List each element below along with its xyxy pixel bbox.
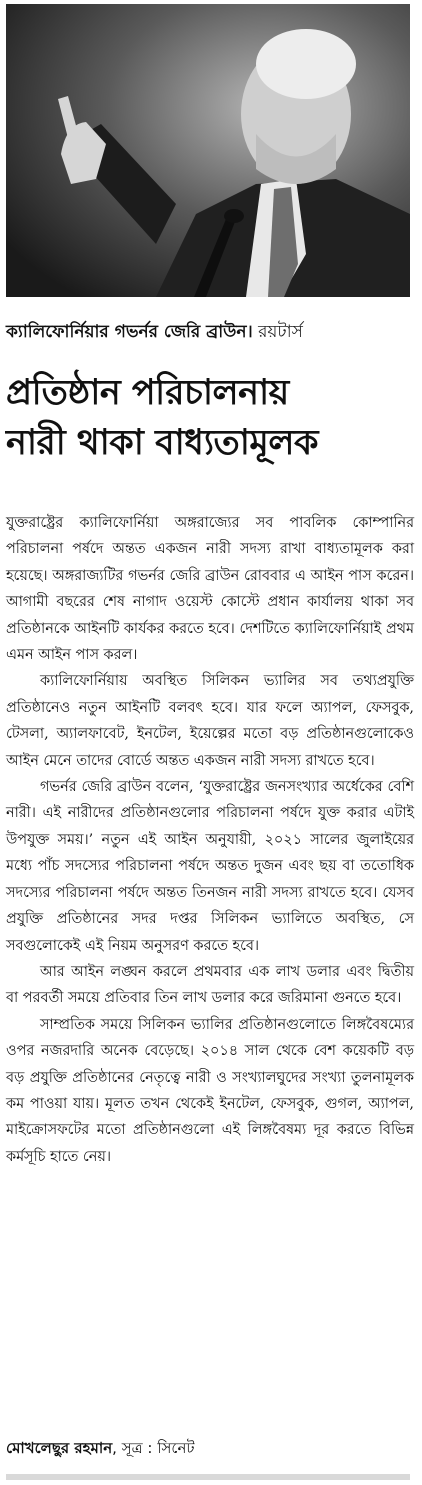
article-body xyxy=(6,510,414,1170)
article-photo xyxy=(6,4,410,297)
photo-caption xyxy=(6,320,416,344)
headline xyxy=(6,368,418,468)
byline-author: মোখলেছুর রহমান xyxy=(6,1439,113,1457)
caption-subject: ক্যালিফোর্নিয়ার গভর্নর জেরি ব্রাউন। xyxy=(6,322,253,342)
headline-line-2: নারী থাকা বাধ্যতামূলক xyxy=(6,423,318,463)
headline-line-1: প্রতিষ্ঠান পরিচালনায় xyxy=(6,373,289,413)
governor-photo xyxy=(6,4,410,297)
caption-credit: রয়টার্স xyxy=(258,322,303,342)
byline-source: , সূত্র : সিনেট xyxy=(112,1439,195,1457)
bottom-divider xyxy=(6,1474,410,1480)
paragraph-3: গভর্নর জেরি ব্রাউন বলেন, ‘যুক্তরাষ্ট্রের জনসংখ্যার অর্ধেকের বেশি নারী। এই নারীদের প্রতিষ্ঠানগুলোর পরিচালনা পর্ষদে যুক্ত করার এটাই উপযুক্ত সময়।’ নতুন এই আইন অনুযায়ী, ২০২১ সালের জুলাইয়ের মধ্যে পাঁচ সদস্যের পরিচালনা পর্ষদে অন্তত দুজন এবং ছয় বা ততোধিক সদস্যের পরিচালনা পর্ষদে অন্তত তিনজন নারী সদস্য রাখতে হবে। যেসব প্রযুক্তি প্রতিষ্ঠানের সদর দপ্তর সিলিকন ভ্যালিতে অবস্থিত, সে সবগুলোকেই এই নিয়ম অনুসরণ করতে হবে। xyxy=(6,779,414,954)
paragraph-1: যুক্তরাষ্ট্রের ক্যালিফোর্নিয়া অঙ্গরাজ্যের সব পাবলিক কোম্পানির পরিচালনা পর্ষদে অন্তত একজন নারী সদস্য রাখা বাধ্যতামূলক করা হয়েছে। অঙ্গরাজ্যটির গভর্নর জেরি ব্রাউন রোববার এ আইন পাস করেন। আগামী বছরের শেষ নাগাদ ওয়েস্ট কোস্টে প্রধান কার্যালয় থাকা সব প্রতিষ্ঠানকে আইনটি কার্যকর করতে হবে। দেশটিতে ক্যালিফোর্নিয়াই প্রথম এমন আইন পাস করল। xyxy=(6,515,414,664)
byline xyxy=(6,1436,414,1460)
paragraph-5: সাম্প্রতিক সময়ে সিলিকন ভ্যালির প্রতিষ্ঠানগুলোতে লিঙ্গবৈষম্যের ওপর নজরদারি অনেক বেড়েছে। ২০১৪ সাল থেকে বেশ কয়েকটি বড় বড় প্রযুক্তি প্রতিষ্ঠানের নেতৃত্বে নারী ও সংখ্যালঘুদের সংখ্যা তুলনামূলক কম পাওয়া যায়। মূলত তখন থেকেই ইনটেল, ফেসবুক, গুগল, অ্যাপল, মাইক্রোসফটের মতো প্রতিষ্ঠানগুলো এই লিঙ্গবৈষম্য দূর করতে বিভিন্ন কর্মসূচি হাতে নেয়। xyxy=(6,1016,414,1165)
paragraph-4: আর আইন লঙ্ঘন করলে প্রথমবার এক লাখ ডলার এবং দ্বিতীয় বা পরবর্তী সময়ে প্রতিবার তিন লাখ ডলার করে জরিমানা গুনতে হবে। xyxy=(6,963,414,1007)
paragraph-2: ক্যালিফোর্নিয়ায় অবস্থিত সিলিকন ভ্যালির সব তথ্যপ্রযুক্তি প্রতিষ্ঠানেও নতুন আইনটি বলবৎ হবে। যার ফলে অ্যাপল, ফেসবুক, টেসলা, অ্যালফাবেট, ইনটেল, ইয়েল্পের মতো বড় প্রতিষ্ঠানগুলোকেও আইন মেনে তাদের বোর্ডে অন্তত একজন নারী সদস্য রাখতে হবে। xyxy=(6,673,414,769)
